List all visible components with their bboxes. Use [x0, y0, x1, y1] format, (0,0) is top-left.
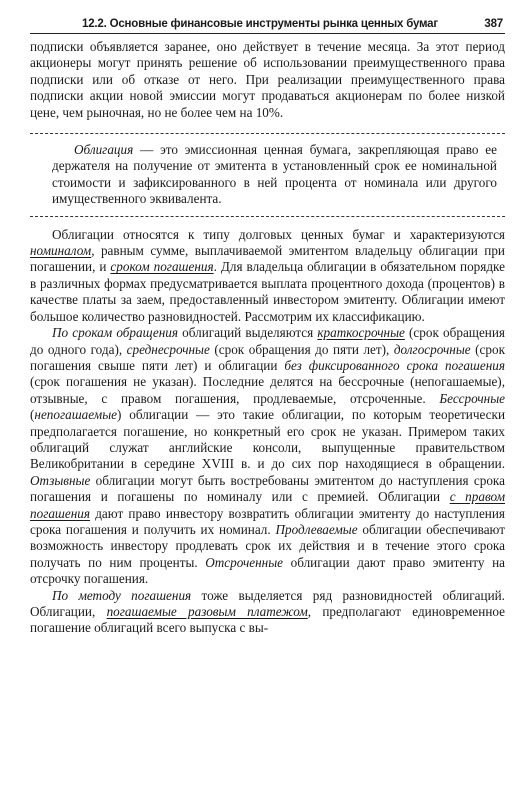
paragraph-continuation: подписки объявляется заранее, оно действует в течение месяца. За этот период акционеры могут принять решение об использовании преимущественного права подписки или об отказе от него. При реализации преимущественного права подписки акции новой эмиссии могут продаваться акционерам по более низкой цене, чем рыночная, но не более чем на 10%. [30, 39, 505, 120]
text-run: облигаций выделяются [178, 325, 318, 341]
text-run: (срок обращения до пяти лет), [209, 341, 394, 357]
term-single-payment: погашаемые разовым платежом [106, 604, 308, 619]
term-callable: Отзывные [30, 472, 91, 488]
term-perpetual: Бессрочные [439, 390, 505, 406]
term-puttable: с правом погашения [30, 489, 505, 521]
text-run: облигации дают право эмитенту на отсрочку погашения. [30, 554, 506, 587]
text-run: облигации обеспечивают возможность инвестору продлевать срок их действия и в течение этого срока получать по ним проценты. [30, 521, 505, 570]
text-run: тоже выделяется ряд разновидностей облигаций. Облигации, [30, 587, 505, 619]
term-maturity: сроком погашения [110, 259, 214, 275]
term-short: краткосрочные [317, 325, 405, 341]
term-irredeemable: непогашаемые [34, 407, 118, 423]
page-number: 387 [484, 18, 503, 30]
text-run: . Для владельца облигации в обязательном порядке в различных формах предусматривается выплата процентного дохода (процентов) в качестве платы за заем, предоставленный инвестором эмитенту. Облигации имеют большое количество разновидностей. Рассмотрим их классификацию. [30, 259, 505, 324]
running-header [30, 18, 505, 34]
text-run: ( [30, 407, 35, 423]
text-run: дают право инвестору возвратить облигации эмитенту до наступления срока погашения и получить их номинал. [30, 505, 505, 537]
paragraph-bond-characteristics [30, 227, 505, 325]
term-long: долгосрочные [393, 341, 471, 357]
term-no-fixed: без фиксированного срока погашения [284, 357, 506, 373]
definition-term: Облигация [74, 142, 134, 158]
term-extendable: Продлеваемые [275, 521, 358, 537]
definition-text: — это эмиссионная ценная бумага, закрепляющая право ее держателя на получение от эмитента в установленный срок ее номинальной стоимости и зафиксированного в ней процента от номинала или другого имущественного эквивалента. [52, 142, 497, 207]
text-run: , равным сумме, выплачиваемой эмитентом владельцу облигации при погашении, и [30, 243, 505, 275]
term-by-method: По методу погашения [52, 587, 192, 603]
term-by-term: По срокам обращения [52, 325, 178, 341]
text-run: Облигации относятся к типу долговых ценных бумаг и характеризуются [52, 226, 505, 242]
definition-box [30, 133, 505, 217]
text-run: облигации могут быть востребованы эмитентом до наступления срока погашения и погашены по номиналу или с премией. Облигации [30, 472, 505, 505]
paragraph-by-method [30, 588, 505, 637]
paragraph-by-term [30, 325, 505, 588]
text-run: (срок погашения свыше пяти лет) и облигации [30, 341, 505, 373]
term-deferred: Отсроченные [205, 554, 283, 570]
text-run: , предполагают единовременное погашение облигаций всего выпуска с вы- [30, 604, 505, 636]
definition-paragraph [30, 142, 505, 208]
term-nominal: номиналом [30, 243, 92, 259]
text-run: (срок обращения до одного года), [30, 325, 505, 357]
term-medium: среднесрочные [126, 341, 210, 357]
section-title: 12.2. Основные финансовые инструменты рынка ценных бумаг [82, 18, 438, 30]
text-run: ) облигации — это такие облигации, по которым теоретически предполагается погашение, но конкретный его срок не указан. Примером таких облигаций служат английские консоли, выпущенные правительством Великобритании в середине XVIII в. и до сих пор находящиеся в обращении. [30, 407, 505, 472]
text-run: (срок погашения не указан). Последние делятся на бессрочные (непогашаемые), отзывные, с правом погашения, продлеваемые, отсроченные. [30, 374, 505, 406]
